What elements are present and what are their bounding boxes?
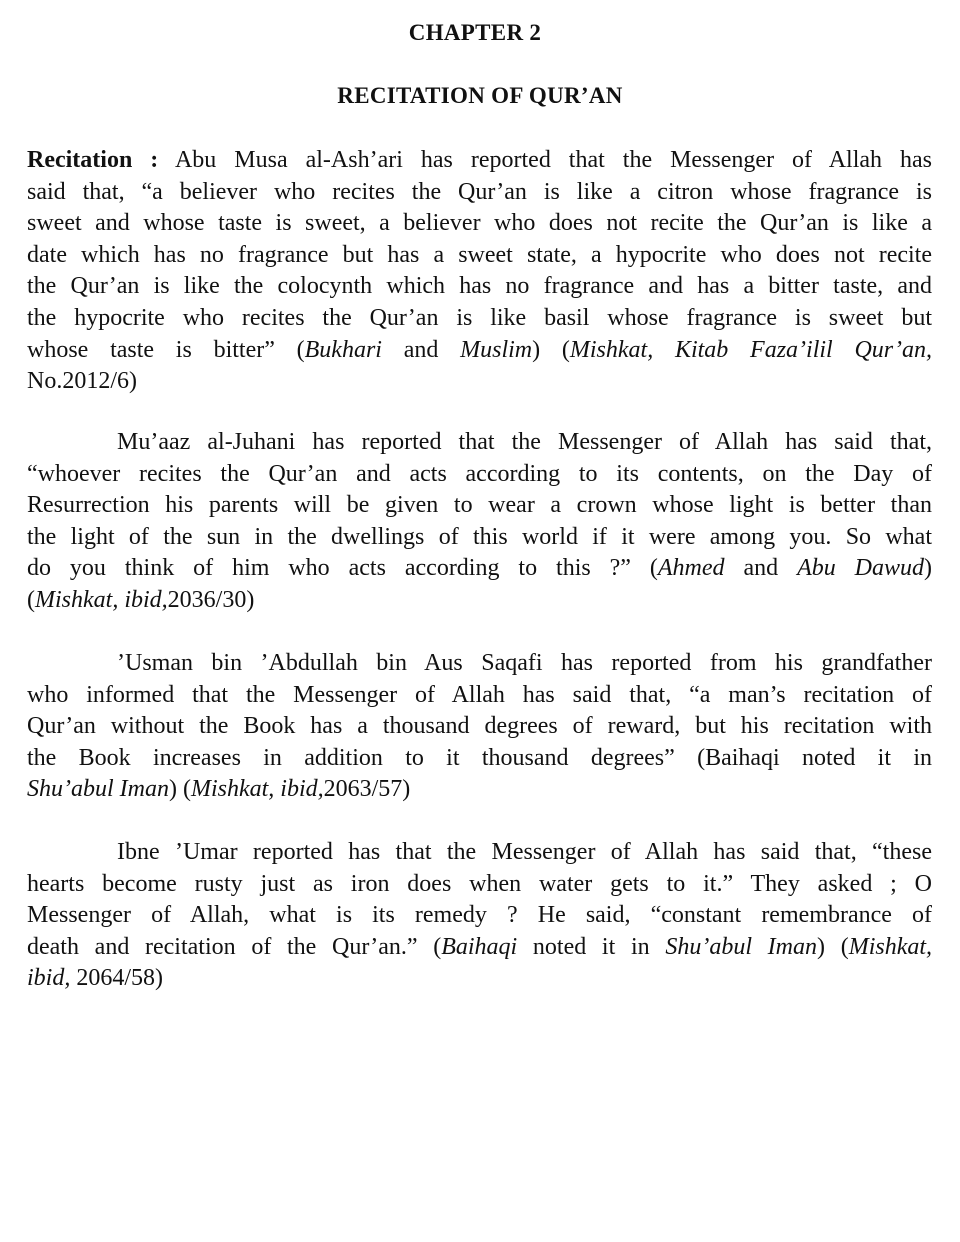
text-segment: ) (: [817, 933, 849, 960]
text-segment: do you think of him who acts according to this ?” (: [27, 555, 658, 582]
paragraph: [27, 648, 932, 806]
citation-text: Baihaqi: [441, 933, 518, 960]
chapter-title: RECITATION OF QUR’AN: [337, 83, 623, 108]
text-segment: noted it in: [517, 933, 666, 960]
text-segment: Ibne ’Umar reported has that the Messenger of Allah has said that, “these: [117, 839, 932, 865]
text-segment: 2063/57): [323, 776, 411, 803]
text-line: [27, 335, 932, 367]
text-line: [27, 932, 932, 964]
citation-text: Ahmed: [657, 555, 725, 582]
text-segment: ) (: [168, 776, 191, 803]
chapter-heading: CHAPTER 2: [408, 20, 542, 45]
text-line: [27, 774, 932, 806]
text-segment: 2064/58): [70, 965, 164, 992]
text-segment: ’Usman bin ’Abdullah bin Aus Saqafi has reported from his grandfather: [117, 650, 932, 676]
text-segment: ): [924, 555, 932, 582]
citation-text: Bukhari: [304, 336, 382, 363]
text-segment: Qur’an without the Book has a thousand degrees of reward, but his recitation with: [27, 713, 932, 740]
text-line: [27, 303, 932, 335]
citation-text: Abu Dawud: [797, 555, 924, 582]
text-segment: said that, “a believer who recites the Qur’an is like a citron whose fragrance is: [27, 178, 932, 205]
text-line: [27, 177, 932, 209]
text-segment: Mu’aaz al-Juhani has reported that the Messenger of Allah has said that,: [117, 429, 932, 455]
text-line: [27, 711, 932, 743]
text-line: [27, 648, 932, 680]
text-segment: date which has no fragrance but has a sweet state, a hypocrite who does not recite: [27, 241, 932, 268]
citation-text: Mishkat, Kitab Faza’ilil Qur’an,: [569, 336, 932, 363]
text-line: [27, 680, 932, 712]
text-line: [27, 963, 932, 995]
citation-text: Mishkat, ibid,: [190, 776, 324, 803]
paragraph: [27, 145, 932, 398]
text-line: [27, 145, 932, 177]
text-segment: who informed that the Messenger of Allah has said that, “a man’s recitation of: [27, 681, 932, 708]
text-line: [27, 900, 932, 932]
text-segment: the Qur’an is like the colocynth which has no fragrance and has a bitter taste, and: [27, 273, 932, 300]
paragraph: [27, 427, 932, 617]
text-segment: and: [724, 555, 798, 582]
text-segment: Resurrection his parents will be given to wear a crown whose light is better than: [27, 492, 932, 519]
text-line: [27, 869, 932, 901]
text-segment: Messenger of Allah, what is its remedy ? He said, “constant remembrance of: [27, 902, 932, 929]
citation-text: ibid,: [27, 965, 71, 992]
text-segment: the light of the sun in the dwellings of this world if it were among you. So what: [27, 523, 932, 550]
text-line: [27, 522, 932, 554]
citation-text: Mishkat, ibid,: [35, 586, 168, 613]
text-line: [27, 366, 932, 398]
text-line: [27, 459, 932, 491]
text-segment: (: [27, 586, 35, 613]
text-line: [27, 490, 932, 522]
text-segment: hearts become rusty just as iron does when water gets to it.” They asked ; O: [27, 870, 932, 897]
text-segment: No.2012/6): [27, 368, 137, 395]
citation-text: Muslim: [460, 336, 533, 363]
text-segment: sweet and whose taste is sweet, a believer who does not recite the Qur’an is like a: [27, 210, 932, 237]
citation-text: Shu’abul Iman: [27, 776, 169, 803]
text-segment: death and recitation of the Qur’an.” (: [27, 933, 442, 960]
text-segment: ) (: [532, 336, 570, 363]
paragraph: [27, 837, 932, 995]
text-line: [27, 743, 932, 775]
text-line: [27, 208, 932, 240]
text-line: [27, 427, 932, 459]
text-segment: and: [381, 336, 461, 363]
text-line: [27, 553, 932, 585]
text-segment: 2036/30): [167, 586, 255, 613]
text-segment: Abu Musa al-Ash’ari has reported that the Messenger of Allah has: [158, 147, 932, 173]
text-line: [27, 585, 932, 617]
text-line: [27, 240, 932, 272]
section-label: Recitation :: [27, 147, 159, 173]
text-segment: the hypocrite who recites the Qur’an is like basil whose fragrance is sweet but: [27, 304, 932, 331]
text-segment: “whoever recites the Qur’an and acts according to its contents, on the Day of: [27, 460, 932, 487]
citation-text: Shu’abul Iman: [665, 933, 818, 960]
text-segment: whose taste is bitter” (: [27, 336, 305, 363]
text-segment: the Book increases in addition to it thousand degrees” (Baihaqi noted it in: [27, 744, 932, 771]
text-line: [27, 271, 932, 303]
text-line: [27, 837, 932, 869]
citation-text: Mishkat,: [848, 933, 932, 960]
